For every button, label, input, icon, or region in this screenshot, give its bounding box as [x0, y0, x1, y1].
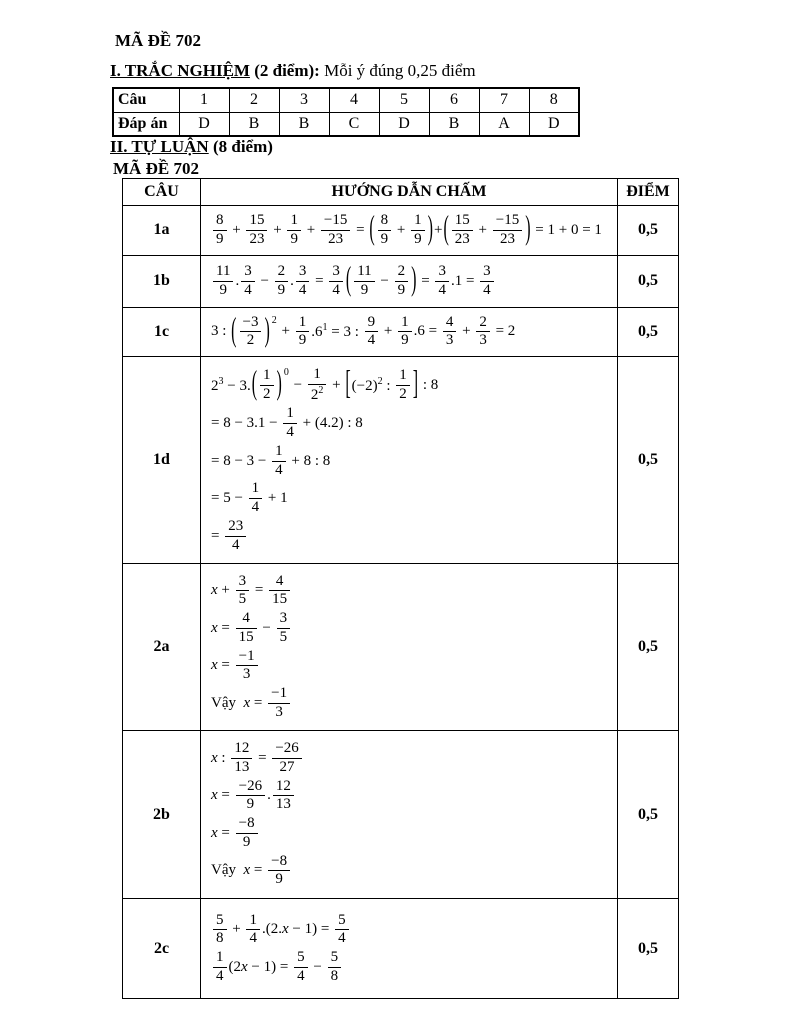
fraction: $\frac{4}{3}$ — [443, 315, 457, 350]
math-text: = — [352, 221, 369, 238]
right-paren: ) — [411, 262, 417, 298]
fraction: $\frac{1}{4}$ — [283, 406, 297, 441]
fraction: 1 2 — [396, 368, 410, 403]
section1-note: Mỗi ý đúng 0,25 điểm — [319, 61, 476, 80]
math-text: x = — [211, 787, 234, 804]
header-cau: CÂU — [123, 179, 201, 206]
fraction: $\frac{2}{9}$ — [395, 264, 409, 299]
solution-cell — [201, 307, 618, 357]
solution-cell — [201, 899, 618, 999]
fraction: 8 9 — [213, 213, 227, 248]
math-text: Vậy x = — [211, 694, 267, 711]
solution-cell — [201, 564, 618, 731]
fraction: $\frac{-1}{3}$ — [236, 649, 258, 684]
left-bracket: [ — [345, 366, 351, 402]
fraction: $\frac{12}{13}$ — [231, 741, 252, 776]
math-text: − — [289, 376, 306, 393]
fraction: $\frac{2}{3}$ — [476, 315, 490, 350]
exam-code-top: MÃ ĐỀ 702 — [115, 31, 201, 50]
fraction: 1 2 — [260, 368, 274, 403]
math-text: $.6^1 = 3$ : — [311, 322, 363, 341]
mcq-cell: A — [479, 112, 529, 136]
math-text: + — [269, 221, 286, 238]
math-text: x + — [211, 582, 234, 599]
math-text: x : — [211, 749, 230, 766]
mcq-cell: 8 — [529, 88, 579, 112]
formula-line — [211, 950, 613, 985]
section2-points: (8 điểm) — [208, 137, 273, 156]
right-paren: ) — [427, 211, 433, 248]
formula-line — [211, 406, 613, 441]
mcq-cell: 2 — [229, 88, 279, 112]
question-id: 2b — [123, 731, 201, 899]
fraction: $\frac{1}{4}$ — [246, 913, 260, 948]
fraction: −3 2 — [240, 315, 262, 350]
fraction: $\frac{-15}{23}$ — [493, 213, 522, 248]
fraction: $\frac{4}{15}$ — [269, 574, 290, 609]
fraction: $\frac{3}{4}$ — [435, 264, 449, 299]
mcq-cell: C — [329, 112, 379, 136]
math-text: : 8 — [419, 376, 439, 393]
math-text: $(-2)^2$ : — [351, 375, 395, 394]
math-text: + — [433, 221, 443, 238]
formula-line — [211, 444, 613, 479]
left-paren: ( — [251, 366, 258, 402]
math-text: = 8 − 3 − — [211, 452, 271, 469]
grading-row — [123, 731, 679, 899]
math-text: + — [277, 323, 294, 340]
math-text: = 5 − — [211, 490, 247, 506]
solution-cell — [201, 206, 618, 256]
math-text: x = — [211, 824, 234, 841]
formula-line — [211, 367, 613, 404]
fraction: 15 23 — [452, 213, 473, 248]
math-text: = — [254, 749, 271, 766]
formula-line — [211, 312, 613, 350]
exponent: 0 — [283, 366, 289, 378]
grading-table — [122, 178, 679, 999]
mcq-cell: 3 — [279, 88, 329, 112]
mcq-cell: D — [529, 112, 579, 136]
math-text: = — [311, 272, 328, 289]
section2-title: II. TỰ LUẬN — [110, 137, 209, 156]
math-text: = 2 — [491, 323, 516, 340]
fraction: $\frac{1}{9}$ — [411, 213, 425, 248]
fraction: 11 9 — [213, 264, 233, 299]
question-id: 1b — [123, 255, 201, 307]
fraction: $\frac{1}{9}$ — [296, 315, 310, 350]
math-text: x = — [211, 619, 234, 636]
grading-row — [123, 255, 679, 307]
formula-line — [211, 481, 613, 516]
math-text: + — [228, 921, 245, 938]
fraction: $\frac{-1}{3}$ — [268, 686, 290, 721]
formula-line — [211, 264, 613, 299]
right-bracket: ] — [412, 366, 419, 402]
fraction: $\frac{1}{9}$ — [398, 315, 412, 350]
math-text: + — [302, 221, 319, 238]
left-paren: ( — [345, 262, 352, 298]
math-text: = 1 + 0 = 1 — [531, 221, 602, 238]
mcq-cell: 1 — [179, 88, 229, 112]
grading-row — [123, 307, 679, 357]
mcq-cell: 6 — [429, 88, 479, 112]
fraction: $\frac{1}{4}$ — [249, 481, 263, 516]
formula-line — [211, 649, 613, 684]
math-text: − — [256, 272, 273, 289]
score-cell: 0,5 — [618, 564, 679, 731]
math-text: + 1 — [264, 490, 288, 506]
score-cell: 0,5 — [618, 899, 679, 999]
math-text: Vậy x = — [211, 862, 267, 879]
math-text: $2^3 - 3$. — [211, 375, 251, 394]
mcq-cell: 7 — [479, 88, 529, 112]
math-text: .6 = — [413, 323, 441, 340]
right-paren: ) — [264, 312, 270, 349]
score-cell: 0,5 — [618, 357, 679, 564]
formula-line — [211, 816, 613, 851]
fraction: 9 4 — [365, 315, 379, 350]
left-paren: ( — [369, 211, 375, 248]
mcq-answers-table — [112, 87, 580, 137]
math-text: + — [458, 323, 475, 340]
section1-heading — [110, 61, 476, 81]
fraction: 11 9 — [354, 264, 374, 299]
fraction: 5 8 — [213, 913, 227, 948]
formula-line — [211, 854, 613, 889]
math-text: . — [235, 272, 240, 289]
left-paren: ( — [231, 312, 237, 349]
formula-line — [211, 741, 613, 776]
mcq-cell: B — [279, 112, 329, 136]
math-text: − — [309, 958, 326, 975]
math-text: + — [474, 221, 491, 238]
math-text: (2x − 1) = — [228, 958, 293, 975]
fraction: $\frac{-26}{9}$ — [236, 779, 265, 814]
fraction: $\frac{23}{4}$ — [225, 519, 246, 554]
math-text: = — [417, 272, 434, 289]
math-text: + (4.2) : 8 — [298, 415, 363, 431]
score-cell: 0,5 — [618, 206, 679, 256]
grading-row — [123, 357, 679, 564]
score-cell: 0,5 — [618, 731, 679, 899]
header-diem: ĐIỂM — [618, 179, 679, 206]
question-id: 1a — [123, 206, 201, 256]
section2-heading — [110, 137, 273, 157]
mcq-row-label: Đáp án — [113, 112, 179, 136]
formula-line — [211, 519, 613, 554]
math-text: + 8 : 8 — [287, 452, 331, 469]
math-text: = — [251, 582, 268, 599]
fraction: $\frac{15}{23}$ — [246, 213, 267, 248]
math-text: 3 : — [211, 323, 231, 340]
formula-line — [211, 574, 613, 609]
fraction: $\frac{-26}{27}$ — [272, 741, 301, 776]
fraction: $\frac{3}{5}$ — [277, 611, 291, 646]
mcq-question-row — [113, 88, 579, 112]
mcq-cell: 4 — [329, 88, 379, 112]
math-text: + — [393, 221, 410, 238]
fraction: 8 9 — [378, 213, 392, 248]
math-text: + — [380, 323, 397, 340]
left-paren: ( — [443, 211, 449, 248]
fraction: $\frac{5}{4}$ — [294, 950, 308, 985]
fraction: $\frac{-8}{9}$ — [268, 854, 290, 889]
fraction: $\frac{1}{2^2}$ — [308, 367, 327, 404]
fraction: $\frac{2}{9}$ — [275, 264, 289, 299]
formula-line — [211, 686, 613, 721]
fraction: $\frac{3}{4}$ — [329, 264, 343, 299]
right-paren: ) — [276, 366, 282, 402]
formula-line — [211, 913, 613, 948]
mcq-cell: B — [229, 112, 279, 136]
math-text: + — [328, 376, 345, 393]
right-paren: ) — [525, 211, 531, 248]
math-text: .(2.x − 1) = — [261, 921, 334, 938]
solution-cell — [201, 357, 618, 564]
fraction: $\frac{4}{15}$ — [236, 611, 257, 646]
math-text: − — [258, 619, 275, 636]
grading-row — [123, 899, 679, 999]
math-text: .1 = — [450, 272, 479, 289]
fraction: $\frac{-15}{23}$ — [321, 213, 350, 248]
fraction: $\frac{1}{9}$ — [287, 213, 301, 248]
grading-row — [123, 564, 679, 731]
solution-cell — [201, 731, 618, 899]
section1-title: I. TRẮC NGHIỆM — [110, 61, 250, 80]
fraction: 1 4 — [213, 950, 227, 985]
mcq-row-label: Câu — [113, 88, 179, 112]
formula-line — [211, 611, 613, 646]
math-text: = — [211, 527, 224, 544]
fraction: $\frac{3}{4}$ — [296, 264, 310, 299]
math-text: − — [376, 272, 393, 289]
fraction: $\frac{1}{4}$ — [272, 444, 286, 479]
fraction: $\frac{-8}{9}$ — [236, 816, 258, 851]
math-text: + — [228, 221, 245, 238]
question-id: 1d — [123, 357, 201, 564]
formula-line — [211, 779, 613, 814]
mcq-answer-row — [113, 112, 579, 136]
grading-row — [123, 206, 679, 256]
math-text: x = — [211, 657, 234, 674]
formula-line — [211, 213, 613, 248]
header-huong-dan-cham: HƯỚNG DẪN CHẤM — [201, 179, 618, 206]
section1-points: (2 điểm): — [249, 61, 320, 80]
solution-cell — [201, 255, 618, 307]
exponent: 2 — [271, 314, 277, 326]
exam-code-2: MÃ ĐỀ 702 — [113, 159, 199, 178]
mcq-cell: 5 — [379, 88, 429, 112]
fraction: $\frac{3}{5}$ — [236, 574, 250, 609]
fraction: $\frac{5}{8}$ — [328, 950, 342, 985]
math-text: . — [290, 272, 294, 289]
grading-header-row — [123, 179, 679, 206]
question-id: 2c — [123, 899, 201, 999]
score-cell: 0,5 — [618, 255, 679, 307]
fraction: $\frac{5}{4}$ — [335, 913, 349, 948]
question-id: 1c — [123, 307, 201, 357]
mcq-cell: D — [179, 112, 229, 136]
math-text: . — [267, 787, 271, 804]
question-id: 2a — [123, 564, 201, 731]
score-cell: 0,5 — [618, 307, 679, 357]
math-text: = 8 − 3.1 − — [211, 415, 282, 431]
fraction: $\frac{3}{4}$ — [480, 264, 494, 299]
mcq-cell: B — [429, 112, 479, 136]
fraction: 3 4 — [241, 264, 255, 299]
mcq-cell: D — [379, 112, 429, 136]
fraction: 12 13 — [273, 779, 294, 814]
